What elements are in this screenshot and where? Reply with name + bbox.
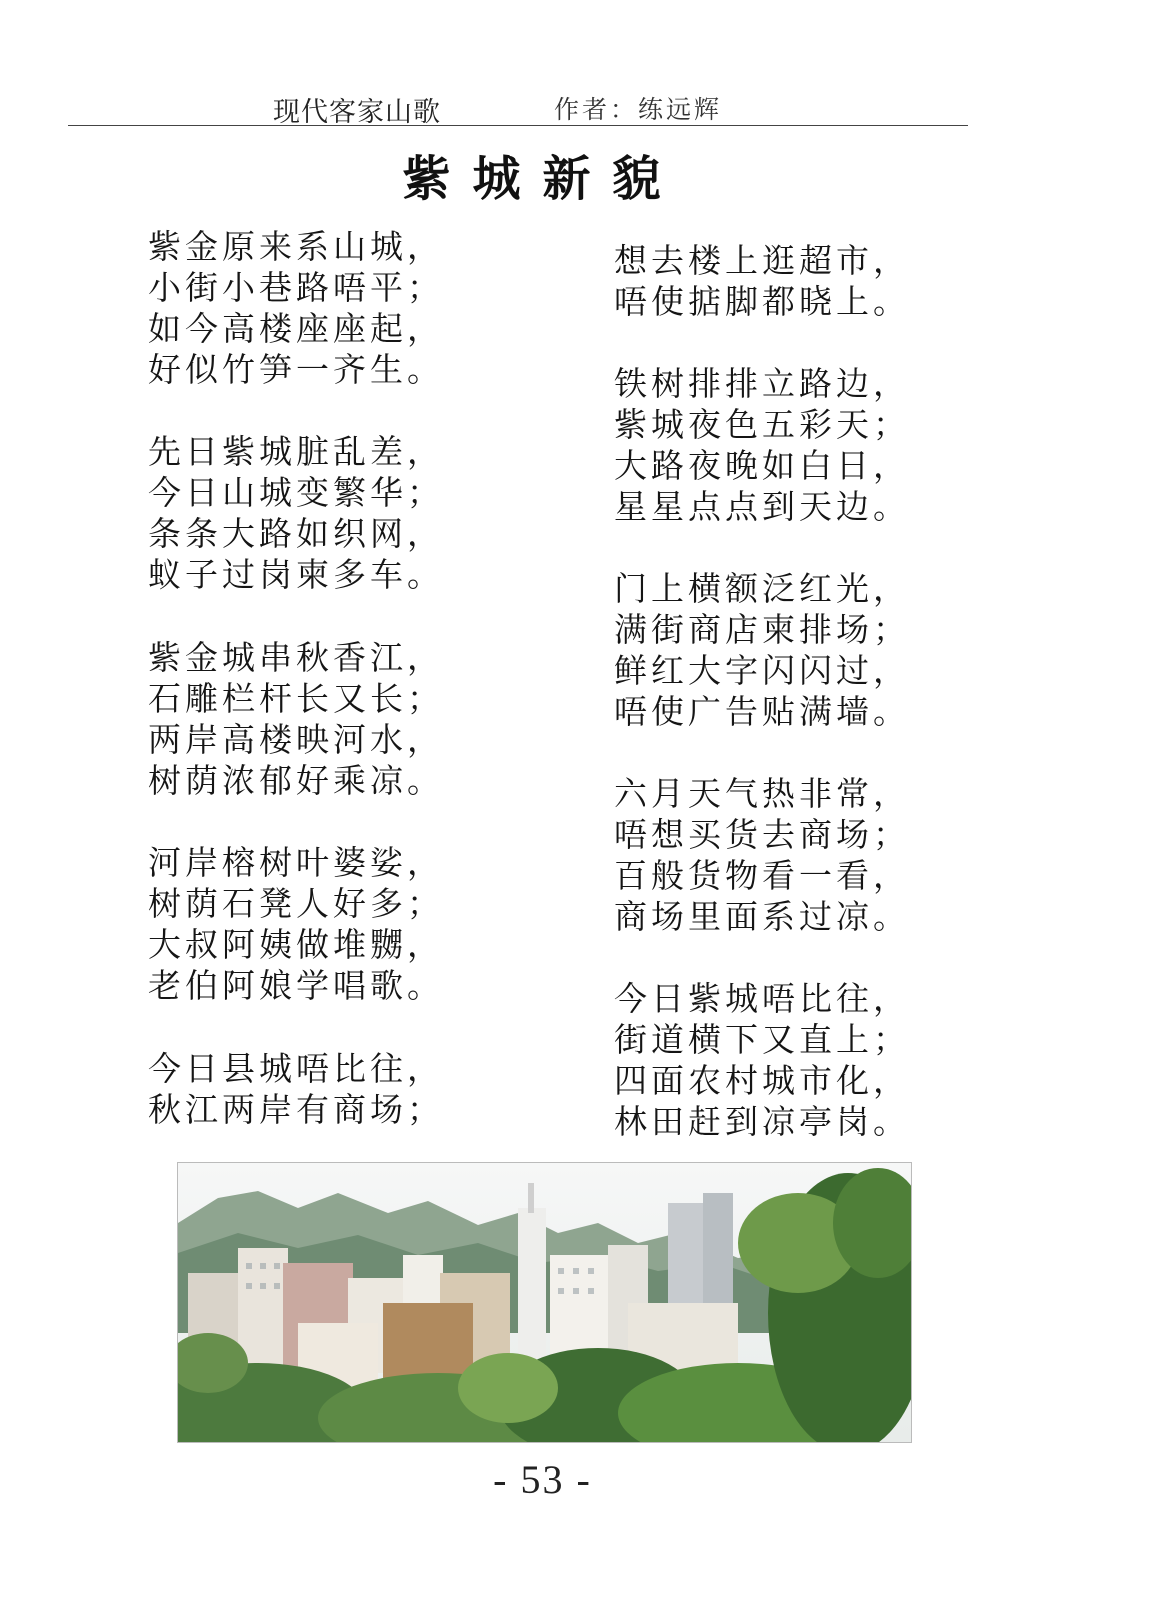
stanza	[614, 240, 910, 322]
poem-line: 树荫石凳人好多；	[148, 884, 444, 923]
poem-line: 小街小巷路唔平；	[148, 268, 444, 307]
poem-line: 紫金城串秋香江，	[148, 638, 444, 677]
stanza	[614, 773, 910, 937]
poem-line: 今日山城变繁华；	[148, 473, 444, 512]
poem-line: 唔使掂脚都晓上。	[614, 282, 910, 321]
poem-line: 条条大路如织网，	[148, 514, 444, 553]
poem-line: 河岸榕树叶婆娑，	[148, 843, 444, 882]
poem-line: 大叔阿姨做堆嬲，	[148, 925, 444, 964]
poem-line: 紫城夜色五彩天；	[614, 405, 910, 444]
poem-line: 想去楼上逛超市，	[614, 241, 910, 280]
poem-line: 鲜红大字闪闪过，	[614, 651, 910, 690]
poem-line: 蚁子过岗柬多车。	[148, 555, 444, 594]
poem-line: 今日县城唔比往，	[148, 1049, 444, 1088]
city-skyline-illustration	[178, 1163, 911, 1442]
header-rule	[68, 125, 968, 126]
poem-line: 百般货物看一看，	[614, 856, 910, 895]
poem-line: 好似竹笋一齐生。	[148, 350, 444, 389]
stanza	[148, 842, 444, 1006]
city-photo	[177, 1162, 912, 1443]
stanza	[614, 568, 910, 732]
stanza	[148, 637, 444, 801]
poem-title: 紫城新貌	[402, 151, 683, 207]
poem-line: 石雕栏杆长又长；	[148, 679, 444, 718]
poem-line: 秋江两岸有商场；	[148, 1090, 444, 1129]
poem-line: 六月天气热非常，	[614, 774, 910, 813]
author-credit: 作者：练远辉	[554, 95, 723, 124]
poem-line: 先日紫城脏乱差，	[148, 432, 444, 471]
poem-line: 唔想买货去商场；	[614, 815, 910, 854]
poem-line: 紫金原来系山城，	[148, 227, 444, 266]
poem-line: 两岸高楼映河水，	[148, 720, 444, 759]
stanza	[148, 226, 444, 390]
poem-line: 铁树排排立路边，	[614, 364, 910, 403]
poem-line: 老伯阿娘学唱歌。	[148, 966, 444, 1005]
poem-line: 四面农村城市化，	[614, 1061, 910, 1100]
stanza	[148, 431, 444, 595]
poem-line: 街道横下又直上；	[614, 1020, 910, 1059]
poem-line: 门上横额泛红光，	[614, 569, 910, 608]
poem-line: 林田赶到凉亭岗。	[614, 1102, 910, 1141]
poem-line: 大路夜晚如白日，	[614, 446, 910, 485]
poem-line: 商场里面系过凉。	[614, 897, 910, 936]
poem-line: 满街商店柬排场；	[614, 610, 910, 649]
stanza	[614, 978, 910, 1142]
page-header	[68, 86, 968, 126]
poem-line: 今日紫城唔比往，	[614, 979, 910, 1018]
poem-line: 如今高楼座座起，	[148, 309, 444, 348]
poem-line: 树荫浓郁好乘凉。	[148, 761, 444, 800]
page-number: - 53 -	[493, 1457, 592, 1502]
poem-line: 唔使广告贴满墙。	[614, 692, 910, 731]
book-title: 现代客家山歌	[273, 97, 441, 128]
poem-line: 星星点点到天边。	[614, 487, 910, 526]
stanza	[148, 1048, 444, 1130]
stanza	[614, 363, 910, 527]
